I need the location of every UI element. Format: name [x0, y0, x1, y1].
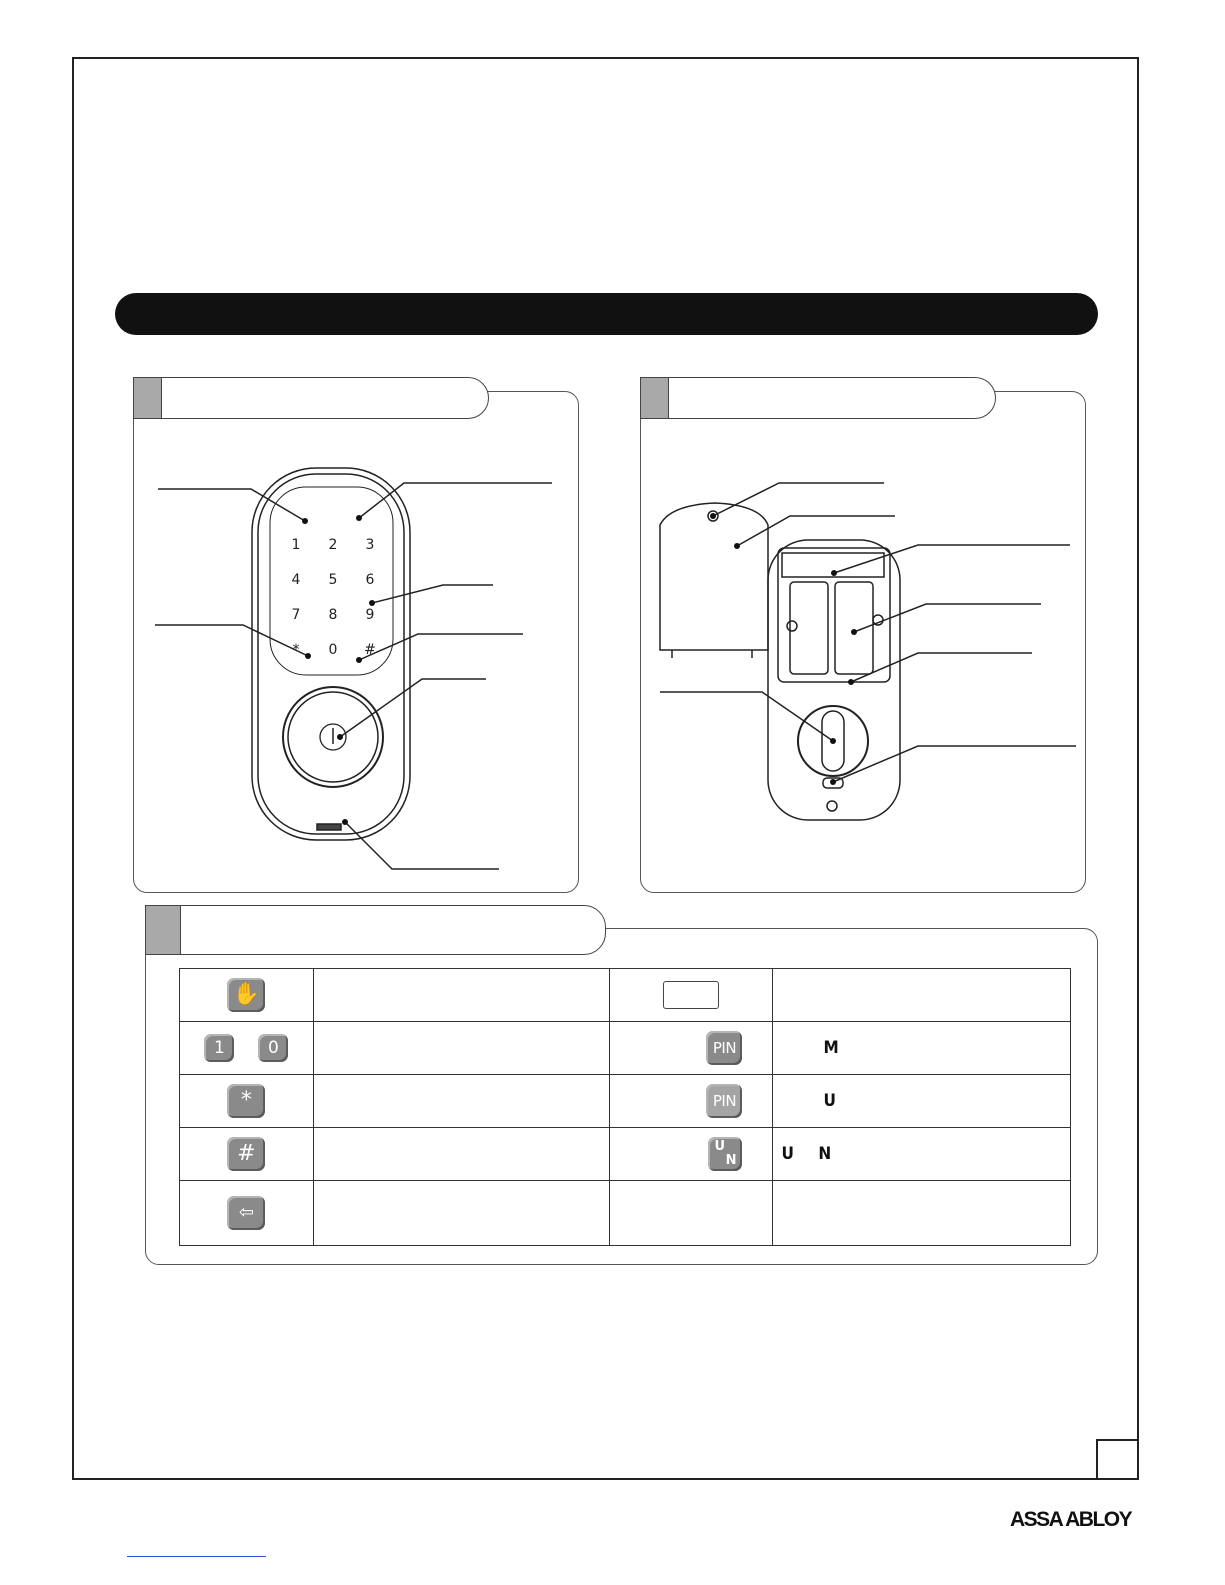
icon-cell	[609, 969, 773, 1022]
description-cell	[313, 1022, 609, 1075]
user-number-label-u: U	[781, 1144, 794, 1164]
user-number-key-icon	[708, 1137, 742, 1171]
svg-text:#: #	[364, 642, 376, 658]
digit-key-1-icon: 1	[204, 1034, 234, 1062]
user-code-label: U	[823, 1091, 836, 1111]
icon-legend-table	[179, 968, 1071, 1246]
svg-text:6: 6	[365, 572, 375, 588]
table-row	[180, 1022, 1071, 1075]
exterior-callout-lines	[155, 483, 552, 869]
icon-cell	[180, 1022, 314, 1075]
footer-link-underline[interactable]	[127, 1556, 266, 1557]
svg-text:*: *	[292, 642, 300, 658]
hash-key-icon: #	[227, 1137, 265, 1171]
icon-cell	[180, 1181, 314, 1246]
interior-lock-drawing	[660, 503, 900, 820]
master-code-label: M	[823, 1038, 839, 1058]
asterisk-key-icon: *	[227, 1084, 265, 1118]
user-number-label-n: N	[818, 1144, 832, 1164]
description-cell	[773, 1022, 1071, 1075]
pin-key-icon: PIN	[706, 1031, 742, 1065]
svg-text:4: 4	[291, 572, 301, 588]
description-cell	[313, 1128, 609, 1181]
page-number-box	[1096, 1439, 1139, 1480]
icon-cell	[180, 1075, 314, 1128]
svg-text:9: 9	[365, 607, 375, 623]
digit-key-0-icon: 0	[258, 1034, 288, 1062]
user-number-key-top: U	[714, 1139, 726, 1154]
description-cell	[313, 1181, 609, 1246]
icon-cell	[180, 969, 314, 1022]
svg-text:1: 1	[291, 537, 301, 553]
description-cell	[773, 1181, 1071, 1246]
svg-text:5: 5	[328, 572, 338, 588]
hand-icon: ✋	[227, 978, 265, 1012]
exterior-callout-dots	[302, 515, 375, 825]
icon-cell	[609, 1075, 773, 1128]
icon-cell	[609, 1022, 773, 1075]
description-cell	[773, 1128, 1071, 1181]
user-number-key-bottom: N	[725, 1153, 737, 1168]
icon-cell	[180, 1128, 314, 1181]
table-row	[180, 1075, 1071, 1128]
table-row	[180, 1181, 1071, 1246]
description-cell	[773, 1075, 1071, 1128]
svg-text:3: 3	[365, 537, 375, 553]
description-cell	[313, 1075, 609, 1128]
svg-text:2: 2	[328, 537, 338, 553]
brand-logo: ASSA ABLOY	[1010, 1508, 1132, 1531]
description-cell	[773, 969, 1071, 1022]
rectangle-badge-icon	[663, 981, 719, 1009]
svg-text:0: 0	[328, 642, 338, 658]
pin-key-light-icon: PIN	[706, 1084, 742, 1118]
exterior-keypad	[292, 537, 376, 658]
lock-arrow-key-icon: ⇦	[227, 1196, 265, 1230]
icon-cell	[609, 1181, 773, 1246]
table-row	[180, 969, 1071, 1022]
description-cell	[313, 969, 609, 1022]
table-row	[180, 1128, 1071, 1181]
svg-text:8: 8	[328, 607, 338, 623]
svg-text:7: 7	[291, 607, 301, 623]
icon-cell	[609, 1128, 773, 1181]
